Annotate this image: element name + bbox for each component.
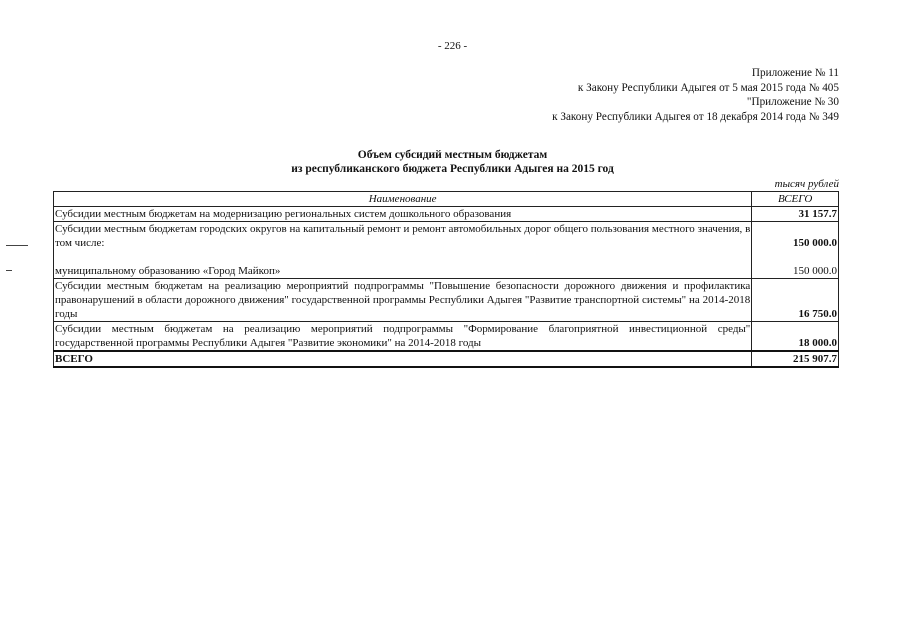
table-row — [54, 322, 839, 352]
subsidies-table — [53, 191, 839, 368]
table-row — [54, 279, 839, 322]
margin-mark — [6, 245, 28, 246]
row-value: 31 157.7 — [752, 207, 839, 222]
appendix-line-4: к Закону Республики Адыгея от 18 декабря 2014 года № 349 — [552, 110, 839, 123]
title-line-1: Объем субсидий местным бюджетам — [357, 149, 548, 161]
appendix-line-3: "Приложение № 30 — [746, 96, 839, 109]
row-name-text: Субсидии местным бюджетам городских округов на капитальный ремонт и ремонт автомобильных дорог общего пользования местного значения, в том числе: — [55, 223, 751, 249]
row-name: Субсидии местным бюджетам на реализацию мероприятий подпрограммы "Повышение безопасности дорожного движения и профилактика правонарушений в области дорожного движения" государственной программы Республики Адыгея "Развитие транспортной системы" на 2014-2018 годы — [55, 280, 751, 320]
row-name: Субсидии местным бюджетам на реализацию мероприятий подпрограммы "Формирование благоприятной инвестиционной среды" государственной программы Республики Адыгея "Развитие экономики" на 2014-2018 годы — [55, 323, 751, 349]
appendix-header — [552, 66, 839, 124]
row-value: 18 000.0 — [752, 322, 839, 352]
appendix-line-1: Приложение № 11 — [751, 67, 839, 79]
row-value-text: 150 000.0 — [793, 237, 837, 249]
page-number: - 226 - — [437, 40, 468, 52]
row-value — [752, 222, 839, 279]
row-subitem-value: 150 000.0 — [793, 265, 837, 277]
margin-mark — [6, 270, 12, 271]
table-row — [54, 222, 839, 279]
table-row — [54, 207, 839, 222]
total-value: 215 907.7 — [752, 351, 839, 367]
row-subitem-text: муниципальному образованию «Город Майкоп» — [55, 265, 281, 277]
units-label: тысяч рублей — [774, 178, 839, 190]
row-value: 16 750.0 — [752, 279, 839, 322]
document-title — [0, 148, 905, 176]
total-row — [54, 351, 839, 367]
header-name: Наименование — [54, 192, 752, 207]
row-name: Субсидии местным бюджетам на модернизацию региональных систем дошкольного образования — [54, 207, 752, 222]
header-total: ВСЕГО — [752, 192, 839, 207]
total-label: ВСЕГО — [54, 351, 752, 367]
row-name — [54, 222, 752, 279]
title-line-2: из республиканского бюджета Республики Адыгея на 2015 год — [291, 163, 614, 175]
appendix-line-2: к Закону Республики Адыгея от 5 мая 2015 года № 405 — [577, 81, 839, 94]
table-header-row — [54, 192, 839, 207]
